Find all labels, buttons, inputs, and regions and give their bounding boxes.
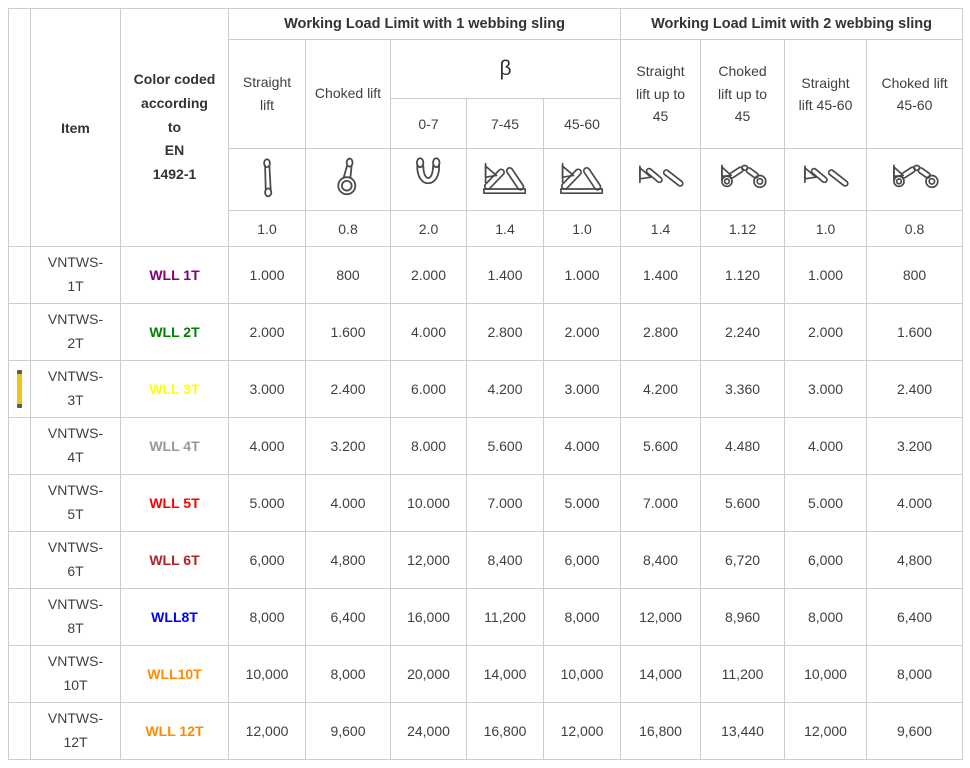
wll-value: 6,400 [867,589,963,646]
wll-value: 2.400 [867,361,963,418]
item-line-1: VNTWS- [47,425,104,442]
gutter-cell [9,475,31,532]
wll-value: 14,000 [467,646,544,703]
load-factor-cell: 1.4 [621,211,701,247]
wll-label: WLL 6T [149,552,200,568]
wll-value: 16,000 [391,589,467,646]
group-header-1-sling: Working Load Limit with 1 webbing sling [229,9,621,40]
wll-value: 1.000 [544,247,621,304]
choked-sling-icon [331,153,365,203]
wll-value: 2.400 [306,361,391,418]
wll-value: 7.000 [621,475,701,532]
wll-value: 2.240 [701,304,785,361]
wll-label: WLL8T [151,609,198,625]
wll-value: 4.000 [867,475,963,532]
wll-value: 5.000 [544,475,621,532]
wll-value: 5.000 [785,475,867,532]
load-factor-cell: 0.8 [867,211,963,247]
wll-value: 4.000 [544,418,621,475]
product-row [9,589,963,646]
item-cell [31,589,121,646]
sling-icon-cell [467,149,544,211]
wll-value: 8,000 [229,589,306,646]
spec-table-body [9,247,963,760]
item-line-2: 10T [63,677,88,693]
wll-value: 6,000 [229,532,306,589]
item-line-1: VNTWS- [47,482,104,499]
wll-value: 2.800 [467,304,544,361]
color-header-line: to [167,118,182,135]
wll-value: 2.000 [391,247,467,304]
item-line-2: 12T [63,734,88,750]
wll-value: 3.000 [785,361,867,418]
wll-value: 5.600 [701,475,785,532]
wll-value: 12,000 [785,703,867,760]
sling-icon-cell [229,149,306,211]
wll-value: 10,000 [785,646,867,703]
wll-value: 7.000 [467,475,544,532]
basket-sling-icon [408,153,450,203]
item-line-1: VNTWS- [47,254,104,271]
beta-range-cell: 0-7 [391,99,467,149]
wll-value: 4.200 [467,361,544,418]
gutter-cell [9,304,31,361]
load-factor-cell: 1.0 [544,211,621,247]
wll-value: 6.000 [391,361,467,418]
wll-value: 8,000 [306,646,391,703]
item-cell [31,247,121,304]
sling-icon-cell [544,149,621,211]
wll-cell [121,589,229,646]
wll-value: 13,440 [701,703,785,760]
wll-value: 11,200 [701,646,785,703]
wll-value: 4.000 [306,475,391,532]
item-cell [31,361,121,418]
wll-value: 8,000 [785,589,867,646]
wll-value: 8,000 [544,589,621,646]
wll-label: WLL 12T [145,723,204,739]
wll-value: 12,000 [229,703,306,760]
wll-value: 1.400 [467,247,544,304]
wll-value: 11,200 [467,589,544,646]
two-sling-straight-45-header: Straight lift up to 45 [621,40,701,149]
wll-value: 4,800 [306,532,391,589]
wll-value: 4,800 [867,532,963,589]
beta-range-cell: 7-45 [467,99,544,149]
wll-value: 14,000 [621,646,701,703]
item-line-1: VNTWS- [47,596,104,613]
gutter-cell [9,532,31,589]
wll-value: 3.000 [229,361,306,418]
product-row [9,304,963,361]
wll-value: 16,800 [467,703,544,760]
group-header-2-sling: Working Load Limit with 2 webbing sling [621,9,963,40]
straight-sling-icon [255,153,279,203]
wll-label: WLL 4T [149,438,200,454]
item-header-cell: Item [31,9,121,247]
wll-value: 1.600 [306,304,391,361]
angled-basket-sling-icon [555,155,609,201]
wll-value: 3.000 [544,361,621,418]
wll-value: 5.600 [467,418,544,475]
wll-value: 3.200 [306,418,391,475]
wll-value: 2.800 [621,304,701,361]
gutter-cell [9,361,31,418]
sling-icon-cell [867,149,963,211]
gutter-column-cell [9,9,31,247]
item-line-2: 4T [67,449,84,465]
wll-value: 5.000 [229,475,306,532]
wll-cell [121,532,229,589]
color-header-line: EN [164,142,185,159]
wll-value: 1.000 [229,247,306,304]
item-line-2: 3T [67,392,84,408]
sling-icon-cell [391,149,467,211]
sling-icon-cell [306,149,391,211]
wll-value: 800 [306,247,391,304]
sling-icon-cell [701,149,785,211]
color-header-line: Color coded [133,71,216,87]
beta-range-cell: 45-60 [544,99,621,149]
item-cell [31,646,121,703]
wll-value: 10.000 [391,475,467,532]
item-line-1: VNTWS- [47,368,104,385]
wll-value: 1.600 [867,304,963,361]
wll-value: 2.000 [785,304,867,361]
wll-value: 10,000 [229,646,306,703]
wll-value: 6,000 [785,532,867,589]
two-leg-straight-icon [634,159,688,197]
wll-cell [121,646,229,703]
wll-value: 8,400 [621,532,701,589]
item-line-2: 2T [67,335,84,351]
wll-value: 16,800 [621,703,701,760]
wll-value: 4.000 [785,418,867,475]
wll-label: WLL 5T [149,495,200,511]
wll-value: 10,000 [544,646,621,703]
load-factor-cell: 1.4 [467,211,544,247]
wll-value: 2.000 [544,304,621,361]
wll-value: 5.600 [621,418,701,475]
two-sling-choked-4560-header: Choked lift 45-60 [867,40,963,149]
wll-value: 4.000 [391,304,467,361]
angled-basket-sling-icon [478,155,532,201]
load-factor-cell: 1.0 [229,211,306,247]
wll-cell [121,703,229,760]
item-line-2: 1T [67,278,84,294]
wll-value: 24,000 [391,703,467,760]
wll-label: WLL 3T [149,381,200,397]
product-row [9,703,963,760]
two-sling-straight-4560-header: Straight lift 45-60 [785,40,867,149]
load-factor-cell: 1.12 [701,211,785,247]
item-cell [31,703,121,760]
item-line-1: VNTWS- [47,653,104,670]
wll-cell [121,304,229,361]
wll-value: 8,400 [467,532,544,589]
product-row [9,532,963,589]
wll-cell [121,361,229,418]
product-row [9,247,963,304]
item-line-2: 8T [67,620,84,636]
product-row [9,646,963,703]
wll-label: WLL10T [147,666,202,682]
gutter-cell [9,703,31,760]
two-leg-choked-icon [888,159,942,197]
wll-value: 1.120 [701,247,785,304]
color-header-line: according [141,94,208,111]
load-factor-cell: 2.0 [391,211,467,247]
item-cell [31,304,121,361]
item-cell [31,532,121,589]
wll-cell [121,418,229,475]
spec-table-head [9,9,963,247]
product-row [9,418,963,475]
wll-value: 1.000 [785,247,867,304]
color-header-line: 1492-1 [152,166,197,183]
two-leg-choked-icon [716,159,770,197]
wll-value: 800 [867,247,963,304]
item-cell [31,475,121,532]
wll-value: 6,720 [701,532,785,589]
item-line-1: VNTWS- [47,710,104,727]
wll-value: 6,000 [544,532,621,589]
two-leg-straight-icon [799,159,853,197]
wll-value: 12,000 [544,703,621,760]
wll-value: 4.480 [701,418,785,475]
wll-cell [121,475,229,532]
wll-value: 20,000 [391,646,467,703]
item-line-2: 6T [67,563,84,579]
wll-value: 8,000 [867,646,963,703]
gutter-cell [9,247,31,304]
item-line-2: 5T [67,506,84,522]
choked-lift-header: Choked lift [306,40,391,149]
wll-value: 9,600 [306,703,391,760]
wll-value: 6,400 [306,589,391,646]
beta-angle-header: β [391,40,621,99]
wll-value: 2.000 [229,304,306,361]
wll-cell [121,247,229,304]
wll-label: WLL 2T [149,324,200,340]
load-factor-cell: 1.0 [785,211,867,247]
item-cell [31,418,121,475]
wll-value: 12,000 [621,589,701,646]
color-code-header-cell [121,9,229,247]
wll-value: 4.000 [229,418,306,475]
gutter-cell [9,646,31,703]
wll-value: 12,000 [391,532,467,589]
wll-label: WLL 1T [149,267,200,283]
wll-value: 9,600 [867,703,963,760]
item-line-1: VNTWS- [47,539,104,556]
wll-value: 3.360 [701,361,785,418]
straight-lift-header: Straight lift [229,40,306,149]
wll-value: 8,960 [701,589,785,646]
load-factor-cell: 0.8 [306,211,391,247]
sling-icon-cell [621,149,701,211]
wll-spec-table [8,8,963,760]
wll-value: 3.200 [867,418,963,475]
product-row [9,361,963,418]
wll-value: 1.400 [621,247,701,304]
yellow-cursor-marker [17,370,22,408]
gutter-cell [9,418,31,475]
gutter-cell [9,589,31,646]
two-sling-choked-45-header: Choked lift up to 45 [701,40,785,149]
product-row [9,475,963,532]
sling-icon-cell [785,149,867,211]
item-line-1: VNTWS- [47,311,104,328]
wll-value: 8.000 [391,418,467,475]
wll-value: 4.200 [621,361,701,418]
